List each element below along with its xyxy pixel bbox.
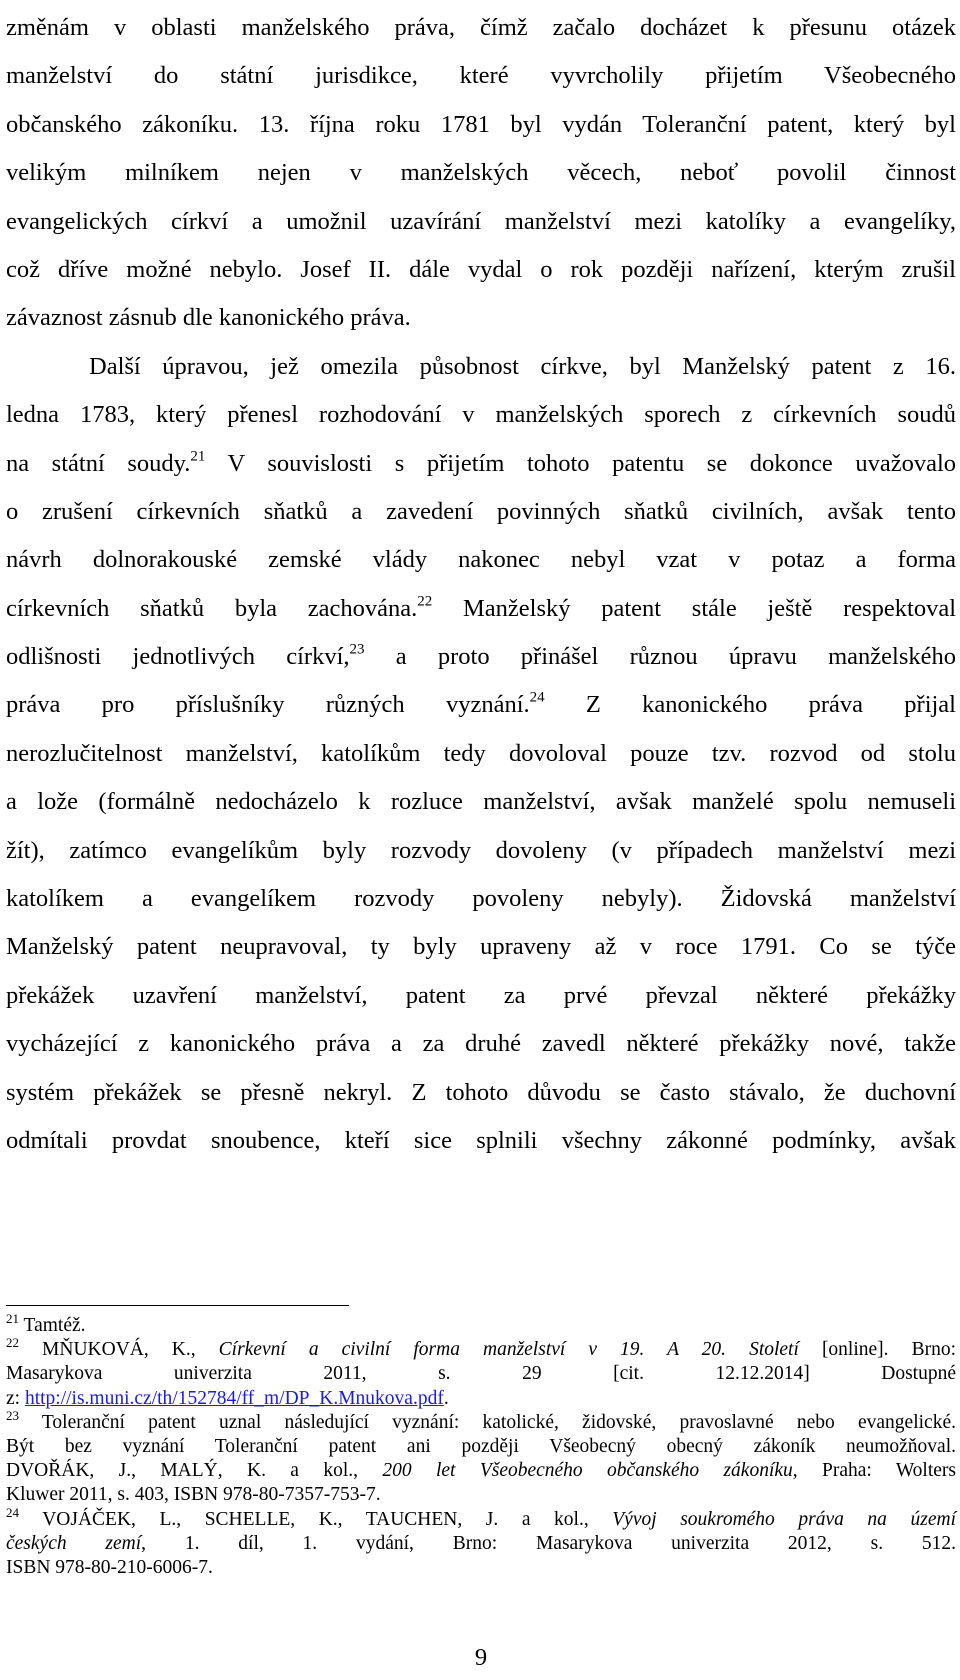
footnote-separator — [6, 1305, 349, 1306]
footnote-text: MŇUKOVÁ, K., — [19, 1339, 219, 1361]
footnote-24 — [6, 1504, 956, 1532]
footnote-line — [6, 1459, 956, 1483]
footnote-title: Vývoj soukromého práva na území — [612, 1508, 956, 1530]
text-line: evangelických církví a umožnil uzavírání manželství mezi katolíky a evangelíky, — [6, 207, 956, 235]
document-page — [6, 0, 958, 1680]
footnote-line — [6, 1387, 956, 1411]
footnote-21 — [6, 1311, 956, 1338]
text-line: katolíkem a evangelíkem rozvody povoleny nebyly). Židovská manželství — [6, 885, 956, 913]
text-line: ledna 1783, který přenesl rozhodování v manželských sporech z církevních soudů — [6, 401, 956, 429]
footnote-title: Církevní a civilní forma manželství v 19. A 20. Století — [218, 1339, 799, 1361]
footnote-number: 24 — [6, 1504, 19, 1520]
text-line: což dříve možné nebylo. Josef II. dále vydal o rok později nařízení, kterým zrušil — [6, 255, 956, 283]
footnote-text: , Praha: Wolters — [792, 1460, 957, 1482]
footnote-line: Masarykova univerzita 2011, s. 29 [cit. 12.12.2014] Dostupné — [6, 1363, 956, 1385]
text-line: občanského zákoníku. 13. října roku 1781 byl vydán Toleranční patent, který byl — [6, 110, 956, 138]
footnote-title: 200 let Všeobecného občanského zákoníku — [382, 1460, 793, 1482]
footnote-number: 22 — [6, 1335, 19, 1351]
footnotes — [6, 1311, 957, 1580]
footnote-text: Tamtéž. — [19, 1315, 86, 1336]
text-line: překážek uzavření manželství, patent za prvé převzal některé překážky — [6, 981, 956, 1009]
footnote-line: ISBN 978-80-210-6006-7. — [6, 1556, 213, 1578]
footnote-ref-23[interactable]: 23 — [349, 641, 365, 658]
text-line: o zrušení církevních sňatků a zavedení povinných sňatků civilních, avšak tento — [6, 497, 956, 525]
footnote-text: [online]. Brno: — [798, 1339, 956, 1361]
text-line: odmítali provdat snoubence, kteří sice splnili všechny zákonné podmínky, avšak — [6, 1126, 956, 1154]
footnote-line: Kluwer 2011, s. 403, ISBN 978-80-7357-753-7. — [6, 1484, 381, 1506]
footnote-link[interactable]: http://is.muni.cz/th/152784/ff_m/DP_K.Mnukova.pdf — [24, 1387, 444, 1409]
footnote-text: VOJÁČEK, L., SCHELLE, K., TAUCHEN, J. a kol., — [19, 1508, 613, 1530]
text-line: Manželský patent neupravoval, ty byly upraveny až v roce 1791. Co se týče — [6, 933, 956, 961]
text-line: systém překážek se přesně nekryl. Z tohoto důvodu se často stávalo, že duchovní — [6, 1078, 956, 1106]
footnote-22 — [6, 1335, 956, 1362]
text-fragment: a proto přinášel různou úpravu manželského — [364, 643, 957, 671]
footnote-ref-24[interactable]: 24 — [529, 689, 545, 706]
text-line — [6, 681, 956, 729]
page-number: 9 — [474, 1644, 488, 1671]
footnote-text: z: — [6, 1387, 25, 1409]
text-fragment: V souvislosti s přijetím tohoto patentu se dokonce uvažovalo — [205, 449, 956, 477]
footnote-line: Být bez vyznání Toleranční patent ani později Všeobecný obecný zákoník neumožňoval. — [6, 1435, 956, 1457]
text-line: změnám v oblasti manželského práva, čímž začalo docházet k přesunu otázek — [6, 14, 956, 41]
footnote-number: 23 — [6, 1407, 19, 1423]
text-line — [6, 633, 956, 681]
paragraph-start-line: Další úpravou, jež omezila působnost církve, byl Manželský patent z 16. — [89, 352, 956, 380]
text-line — [6, 440, 956, 488]
text-fragment: Manželský patent stále ještě respektoval — [432, 594, 956, 622]
footnote-text: DVOŘÁK, J., MALÝ, K. a kol., — [6, 1460, 383, 1482]
text-line: velikým milníkem nejen v manželských věcech, neboť povolil činnost — [6, 159, 956, 187]
text-line: návrh dolnorakouské zemské vlády nakonec nebyl vzat v potaz a forma — [6, 546, 956, 574]
text-fragment: Z kanonického práva přijal — [544, 691, 956, 719]
text-fragment: práva pro příslušníky různých vyznání. — [6, 691, 530, 719]
text-fragment: odlišnosti jednotlivých církví, — [6, 643, 350, 671]
text-fragment: na státní soudy. — [6, 449, 191, 477]
text-fragment: církevních sňatků byla zachována. — [6, 594, 418, 622]
footnote-ref-21[interactable]: 21 — [190, 448, 206, 465]
footnote-text: . — [443, 1387, 449, 1409]
footnote-23 — [6, 1407, 956, 1435]
text-line: závaznost zásnub dle kanonického práva. — [6, 304, 411, 332]
text-line: manželství do státní jurisdikce, které vyvrcholily přijetím Všeobecného — [6, 62, 956, 90]
text-line: vycházející z kanonického práva a za druhé zavedl některé překážky nové, takže — [6, 1030, 956, 1058]
footnote-ref-22[interactable]: 22 — [417, 593, 433, 610]
text-line: nerozlučitelnost manželství, katolíkům tedy dovoloval pouze tzv. rozvod od stolu — [6, 739, 956, 767]
footnote-text: Toleranční patent uznal následující vyznání: katolické, židovské, pravoslavné nebo evangelické. — [19, 1411, 956, 1433]
text-line: žít), zatímco evangelíkům byly rozvody dovoleny (v případech manželství mezi — [6, 836, 956, 864]
footnote-title: českých zemí — [6, 1532, 142, 1554]
footnote-text: , 1. díl, 1. vydání, Brno: Masarykova univerzita 2012, s. 512. — [141, 1532, 957, 1554]
text-line — [6, 585, 956, 633]
footnote-number: 21 — [6, 1311, 19, 1327]
body-text — [6, 4, 956, 1165]
footnote-line — [6, 1532, 956, 1556]
text-line: a lože (formálně nedocházelo k rozluce manželství, avšak manželé spolu nemuseli — [6, 788, 956, 816]
